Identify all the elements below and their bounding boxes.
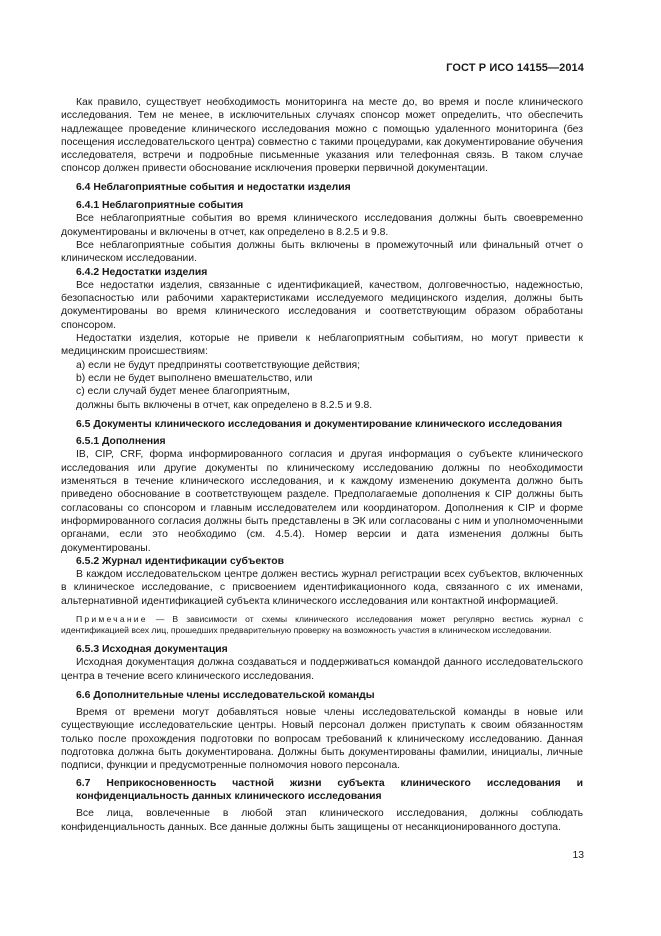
document-body xyxy=(61,96,583,834)
note-label: Примечание xyxy=(76,613,148,624)
section-6-5-2-title: 6.5.2 Журнал идентификации субъектов xyxy=(76,555,285,567)
section-6-4-1-title: 6.4.1 Неблагоприятные события xyxy=(76,200,244,212)
list-item: b) если не будет выполнено вмешательство, или xyxy=(76,372,313,384)
section-6-7-title: 6.7 Неприкосновенность частной жизни субъекта клинического исследования и конфиденциальность данных клинического исследования xyxy=(76,777,583,802)
section-6-4-2-title: 6.4.2 Недостатки изделия xyxy=(76,266,208,278)
list-item: c) если случай будет менее благоприятным, xyxy=(76,386,290,398)
section-6-5-title: 6.5 Документы клинического исследования и документирование клинического исследования xyxy=(76,418,563,430)
page-number: 13 xyxy=(572,850,584,861)
intro-paragraph: Как правило, существует необходимость мониторинга на месте до, во время и после клинического исследования. Тем не менее, в исключительных случаях спонсор может определить, что обеспечить надлежащее проведение клинического исследования можно с помощью удаленного мониторинга (без посещения исследовательского центра) совместно с такими процедурами, как документирование обучения исследователя, встречи и подробные письменные указания или телефонная связь. В таком случае спонсор должен привести обоснование исключения проверки первичной документации. xyxy=(61,97,583,175)
section-6-7-paragraph: Все лица, вовлеченные в любой этап клинического исследования, должны соблюдать конфиденциальность данных. Все данные должны быть защищены от несанкционированного доступа. xyxy=(61,808,583,833)
section-6-4-2-paragraph-1: Все недостатки изделия, связанные с идентификацией, качеством, долговечностью, надежностью, безопасностью или рабочими характеристиками исследуемого медицинского изделия, должны быть документированы во время клинического исследования и соответствующим образом обработаны спонсором. xyxy=(61,279,583,331)
section-6-5-1-title: 6.5.1 Дополнения xyxy=(76,436,166,448)
section-6-5-3-paragraph: Исходная документация должна создаваться и поддерживаться командой данного исследовательского центра в течение всего клинического исследования. xyxy=(61,657,583,682)
section-6-5-3-title: 6.5.3 Исходная документация xyxy=(76,643,228,655)
section-6-6-paragraph: Время от времени могут добавляться новые члены исследовательской команды в новые или существующие исследовательские центры. Новый персонал должен приступать к своим обязанностям только после прохождения подготовки по вопросам требований к клиническому исследованию. Данная подготовка должна быть документирована. Должны быть документированы фамилии, инициалы, личные подписи, функции и предусмотренные полномочия нового персонала. xyxy=(61,707,583,772)
list-item: a) если не будут предприняты соответствующие действия; xyxy=(76,359,361,371)
section-6-6-title: 6.6 Дополнительные члены исследовательской команды xyxy=(76,689,375,701)
note-text: — В зависимости от схемы клинического исследования может регулярно вестись журнал с идентификацией всех лиц, прошедших предварительную проверку на возможность участия в клиническом исследовании. xyxy=(61,613,583,636)
section-6-4-2-paragraph-3: должны быть включены в отчет, как определено в 8.2.5 и 9.8. xyxy=(76,399,373,411)
section-6-4-1-paragraph-1: Все неблагоприятные события во время клинического исследования должны быть своевременно документированы и включены в отчет, как определено в 8.2.5 и 9.8. xyxy=(61,213,583,238)
note xyxy=(61,614,583,637)
document-code: ГОСТ Р ИСО 14155—2014 xyxy=(446,62,584,74)
section-6-5-2-paragraph: В каждом исследовательском центре должен вестись журнал регистрации всех субъектов, включенных в клиническое исследование, с присвоением идентификационного кода, связанного с их именами, альтернативной идентификацией субъекта клинического исследования или контактной информацией. xyxy=(61,569,583,607)
section-6-4-1-paragraph-2: Все неблагоприятные события должны быть включены в промежуточный или финальный отчет о клиническом исследовании. xyxy=(61,239,583,265)
section-6-4-title: 6.4 Неблагоприятные события и недостатки изделия xyxy=(76,181,351,193)
section-6-4-2-paragraph-2: Недостатки изделия, которые не привели к неблагоприятным событиям, но могут привести к медицинским происшествиям: xyxy=(61,333,583,358)
section-6-5-1-paragraph: IB, CIP, CRF, форма информированного согласия и другая информация о субъекте клинического исследования или другие документы по клиническому исследованию должны по необходимости изменяться в течение клинического исследования, и к каждому изменению документа должно быть приведено обоснование в соответствующем разделе. Предполагаемые дополнения к CIP должны быть согласованы со спонсором и главным исследователем или координатором. Дополнения к CIP и форме информированного согласия должны быть представлены в ЭК или согласованы с ним и уполномоченными органами, если это необходимо (см. 4.5.4). Номер версии и дата изменения должны быть документированы. xyxy=(61,449,583,554)
